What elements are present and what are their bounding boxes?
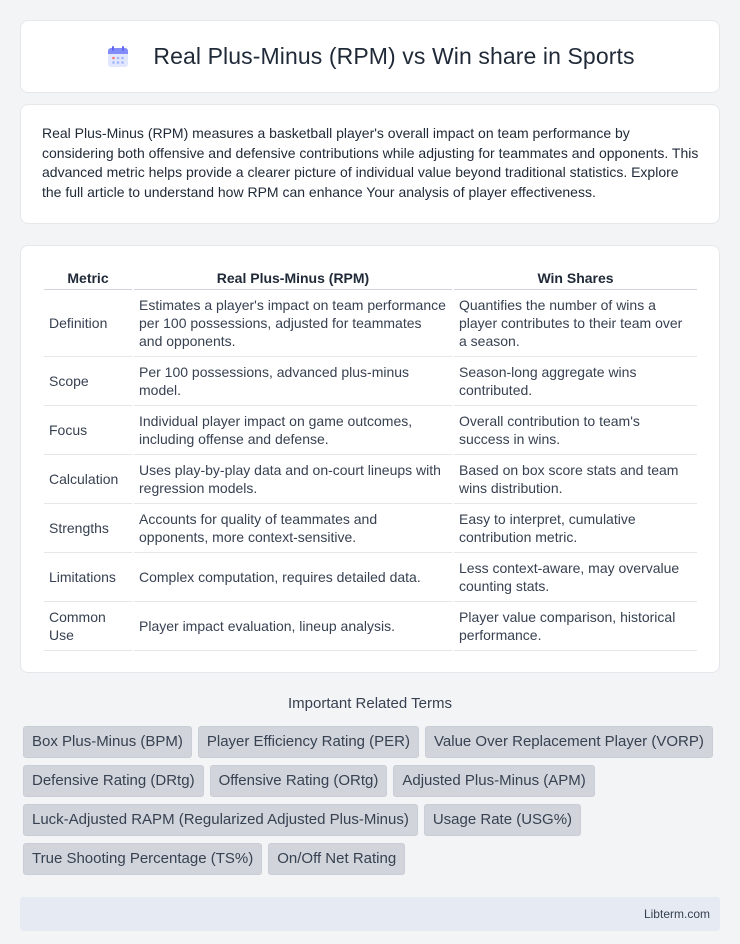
column-header-metric: Metric: [44, 266, 132, 290]
related-term-tag[interactable]: Value Over Replacement Player (VORP): [425, 726, 713, 758]
rpm-cell: Estimates a player's impact on team performance per 100 possessions, adjusted for teammates and opponents.: [134, 290, 452, 357]
related-terms-title: Important Related Terms: [288, 695, 452, 712]
win-shares-cell: Easy to interpret, cumulative contribution metric.: [454, 504, 697, 553]
comparison-table: [42, 266, 699, 651]
table-header-row: [44, 266, 697, 290]
table-row: [44, 455, 697, 504]
metric-cell: Calculation: [44, 455, 132, 504]
intro-text: Real Plus-Minus (RPM) measures a basketball player's overall impact on team performance by considering both offensive and defensive contributions while adjusting for teammates and opponents. This advanced metric helps provide a clearer picture of individual value beyond traditional statistics. Explore the full article to understand how RPM can enhance Your analysis of player effectiveness.: [42, 125, 699, 200]
metric-cell: Limitations: [44, 553, 132, 602]
metric-cell: Definition: [44, 290, 132, 357]
related-term-tag[interactable]: Offensive Rating (ORtg): [210, 765, 388, 797]
related-term-tag[interactable]: Adjusted Plus-Minus (APM): [393, 765, 594, 797]
rpm-cell: Accounts for quality of teammates and opponents, more context-sensitive.: [134, 504, 452, 553]
column-header-rpm: Real Plus-Minus (RPM): [134, 266, 452, 290]
comparison-table-card: [20, 245, 720, 673]
metric-cell: Scope: [44, 357, 132, 406]
rpm-cell: Complex computation, requires detailed data.: [134, 553, 452, 602]
footer: [20, 897, 720, 931]
related-term-tag[interactable]: Box Plus-Minus (BPM): [23, 726, 192, 758]
related-term-tag[interactable]: Luck-Adjusted RAPM (Regularized Adjusted Plus-Minus): [23, 804, 418, 836]
table-row: [44, 504, 697, 553]
table-row: [44, 357, 697, 406]
rpm-cell: Individual player impact on game outcomes, including offense and defense.: [134, 406, 452, 455]
metric-cell: Common Use: [44, 602, 132, 651]
win-shares-cell: Player value comparison, historical performance.: [454, 602, 697, 651]
win-shares-cell: Overall contribution to team's success in wins.: [454, 406, 697, 455]
rpm-cell: Per 100 possessions, advanced plus-minus model.: [134, 357, 452, 406]
table-row: [44, 553, 697, 602]
related-term-tag[interactable]: Defensive Rating (DRtg): [23, 765, 204, 797]
intro-section: [20, 104, 720, 224]
page-title: Real Plus-Minus (RPM) vs Win share in Sports: [153, 43, 635, 69]
related-term-tag[interactable]: True Shooting Percentage (TS%): [23, 843, 262, 875]
metric-cell: Focus: [44, 406, 132, 455]
win-shares-cell: Less context-aware, may overvalue counting stats.: [454, 553, 697, 602]
rpm-cell: Player impact evaluation, lineup analysis.: [134, 602, 452, 651]
table-row: [44, 290, 697, 357]
table-row: [44, 406, 697, 455]
related-terms-section: [20, 695, 720, 875]
win-shares-cell: Based on box score stats and team wins distribution.: [454, 455, 697, 504]
related-term-tag[interactable]: On/Off Net Rating: [268, 843, 405, 875]
related-term-tag[interactable]: Usage Rate (USG%): [424, 804, 581, 836]
rpm-cell: Uses play-by-play data and on-court lineups with regression models.: [134, 455, 452, 504]
footer-site-link[interactable]: Libterm.com: [643, 907, 710, 921]
related-term-tag[interactable]: Player Efficiency Rating (PER): [198, 726, 419, 758]
header: [20, 20, 720, 93]
win-shares-cell: Season-long aggregate wins contributed.: [454, 357, 697, 406]
related-terms-list: [20, 726, 720, 875]
table-row: [44, 602, 697, 651]
win-shares-cell: Quantifies the number of wins a player contributes to their team over a season.: [454, 290, 697, 357]
metric-cell: Strengths: [44, 504, 132, 553]
calendar-icon: [105, 44, 131, 70]
column-header-win-shares: Win Shares: [454, 266, 697, 290]
